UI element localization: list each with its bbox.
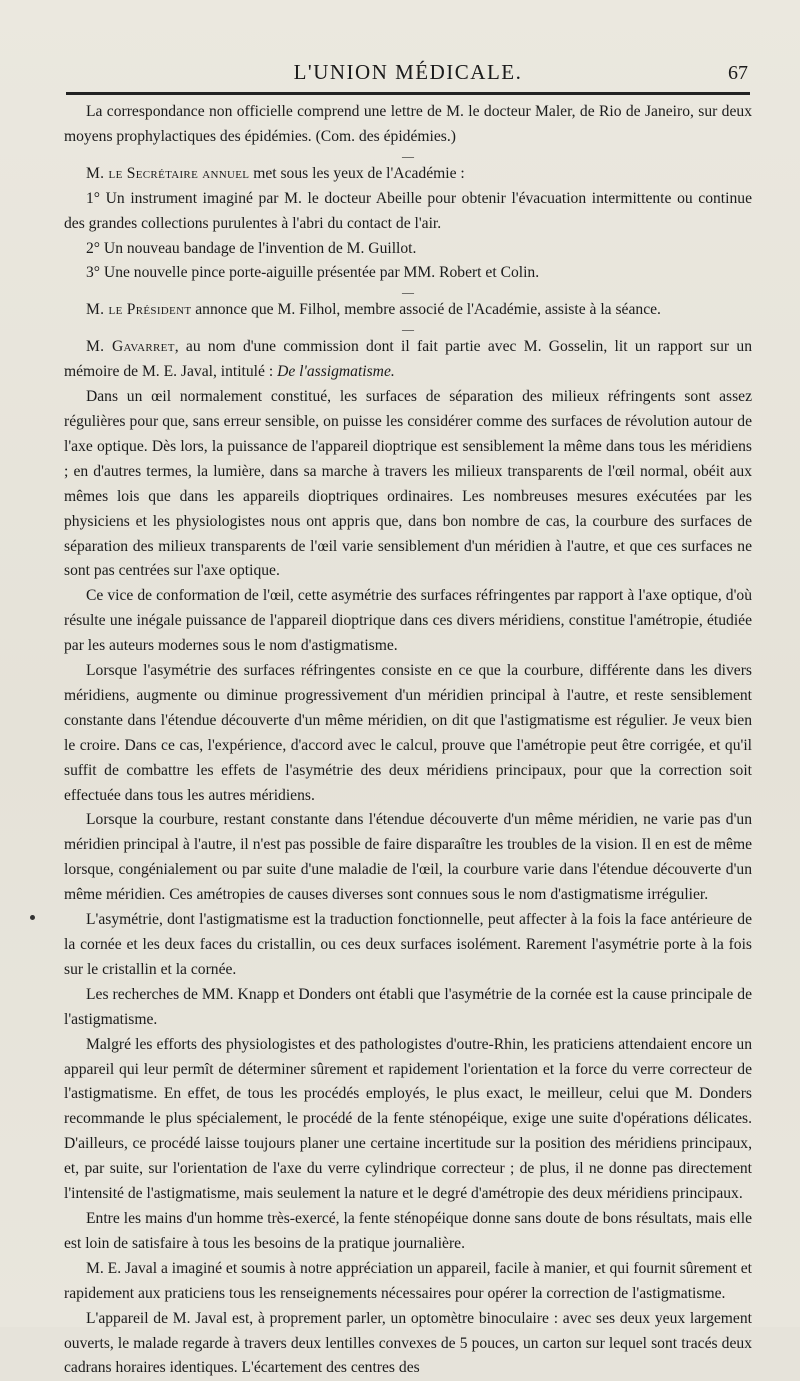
body-paragraph-10: L'appareil de M. Javal est, à proprement parler, un optomètre binoculaire : avec ses deux yeux largement ouverts, le malade regarde à travers deux lentilles convexes de 5 pouces, un carton sur lequel sont tracés deux cadrans horaires identiques. L'écartement des centres des	[64, 1309, 752, 1377]
report-text: , au nom d'une commission dont il fait partie avec M. Gosselin, lit un rapport sur un mémoire de M. E. Javal, intitulé :	[64, 338, 752, 381]
body-paragraph-4: Lorsque la courbure, restant constante dans l'étendue découverte d'un même méridien, ne varie pas d'un méridien principal à l'autre, il n'est pas possible de faire disparaître les troubles de la vision. Il en est de même lorsque, congénialement ou par suite d'une maladie de l'œil, la courbure varie dans l'étendue découverte d'un même méridien. Ces amétropies de causes diverses sont connues sous le nom d'astigmatisme irrégulier.	[64, 811, 752, 904]
secretary-paragraph	[64, 162, 752, 187]
body-paragraph-5: L'asymétrie, dont l'astigmatisme est la traduction fonctionnelle, peut affecter à la fois la face antérieure de la cornée et les deux faces du cristallin, ou ces deux surfaces isolément. Rarement l'asymétrie porte à la fois sur le cristallin et la cornée.	[64, 911, 752, 978]
article-body	[64, 100, 752, 1381]
memoir-title: De l'assigmatisme.	[277, 363, 395, 381]
speaker-president: M. le Président	[86, 301, 192, 319]
separator: —	[402, 285, 414, 300]
body-paragraph-7: Malgré les efforts des physiologistes et des pathologistes d'outre-Rhin, les praticiens attendaient encore un appareil qui leur permît de déterminer sûrement et rapidement l'orientation et la force du verre correcteur de l'astigmatisme. En effet, de tous les procédés employés, le plus exact, le meilleur, celui que M. Donders recommande le plus spécialement, le procédé de la fente sténopéique, exige une suite d'opérations délicates. D'ailleurs, ce procédé laisse toujours planer une certaine incertitude sur la position des méridiens principaux, et, par suite, sur l'orientation de l'axe du verre cylindrique correcteur ; de plus, il ne donne pas directement l'intensité de l'astigmatisme, mais seulement la nature et le degré d'amétropie des deux méridiens principaux.	[64, 1035, 752, 1203]
body-paragraph-8: Entre les mains d'un homme très-exercé, la fente sténopéique donne sans doute de bons résultats, mais elle est loin de satisfaire à tous les besoins de la pratique journalière.	[64, 1209, 752, 1252]
correspondence-paragraph: La correspondance non officielle comprend une lettre de M. le docteur Maler, de Rio de Janeiro, sur deux moyens prophylactiques des épidémies. (Com. des épidémies.)	[64, 103, 752, 145]
margin-mark	[30, 915, 35, 920]
list-item-3: 3° Une nouvelle pince porte-aiguille présentée par MM. Robert et Colin.	[86, 264, 540, 282]
body-paragraph-9: M. E. Javal a imaginé et soumis à notre appréciation un appareil, facile à manier, et qui fournit sûrement et rapidement aux praticiens tous les renseignements nécessaires pour opérer la correction de l'astigmatisme.	[64, 1259, 752, 1302]
president-text: annonce que M. Filhol, membre associé de l'Académie, assiste à la séance.	[191, 301, 661, 319]
list-item-2: 2° Un nouveau bandage de l'invention de M. Guillot.	[86, 239, 417, 257]
speaker-gavarret: M. Gavarret	[86, 338, 175, 356]
body-paragraph-2: Ce vice de conformation de l'œil, cette asymétrie des surfaces réfringentes par rapport à l'axe optique, d'où résulte une inégale puissance de l'appareil dioptrique dans ces divers méridiens, constitue l'amétropie, étudiée par les auteurs modernes sous le nom d'astigmatisme.	[64, 587, 752, 655]
page-header	[66, 58, 750, 95]
page-number: 67	[728, 62, 748, 84]
separator: —	[402, 322, 414, 337]
report-paragraph	[64, 335, 752, 385]
speaker-secretary: M. le Secrétaire annuel	[86, 164, 250, 182]
separator: —	[402, 148, 414, 163]
body-paragraph-6: Les recherches de MM. Knapp et Donders ont établi que l'asymétrie de la cornée est la cause principale de l'astigmatisme.	[64, 985, 752, 1028]
secretary-text: met sous les yeux de l'Académie :	[249, 164, 465, 182]
running-title: L'UNION MÉDICALE.	[293, 60, 523, 84]
president-paragraph	[64, 298, 752, 323]
body-paragraph-1: Dans un œil normalement constitué, les surfaces de séparation des milieux réfringents sont assez régulières pour que, sans erreur sensible, on puisse les considérer comme des surfaces de révolution autour de l'axe optique. Dès lors, la puissance de l'appareil dioptrique est sensiblement la même dans tous les méridiens ; en d'autres termes, la lumière, dans sa marche à travers les milieux transparents de l'œil normal, obéit aux mêmes lois que dans les appareils dioptriques ordinaires. Les nombreuses mesures exécutées par les physiciens et les physiologistes nous ont appris que, dans bon nombre de cas, la courbure des surfaces de séparation des milieux transparents de l'œil varie sensiblement d'un méridien à l'autre, et que ces surfaces ne sont pas centrées sur l'axe optique.	[64, 388, 752, 580]
body-paragraph-3: Lorsque l'asymétrie des surfaces réfringentes consiste en ce que la courbure, différente dans les divers méridiens, augmente ou diminue progressivement d'un méridien principal à l'autre, et reste sensiblement constante dans l'étendue découverte d'un même méridien, on dit que l'astigmatisme est régulier. Je veux bien le croire. Dans ce cas, l'expérience, d'accord avec le calcul, prouve que l'amétropie peut être corrigée, et qu'il suffit de combattre les effets de l'asymétrie des deux méridiens principaux, pour que la correction soit effectuée dans tous les autres méridiens.	[64, 662, 752, 804]
list-item-1: 1° Un instrument imaginé par M. le docteur Abeille pour obtenir l'évacuation intermittente ou continue des grandes collections purulentes à l'abri du contact de l'air.	[64, 189, 752, 232]
